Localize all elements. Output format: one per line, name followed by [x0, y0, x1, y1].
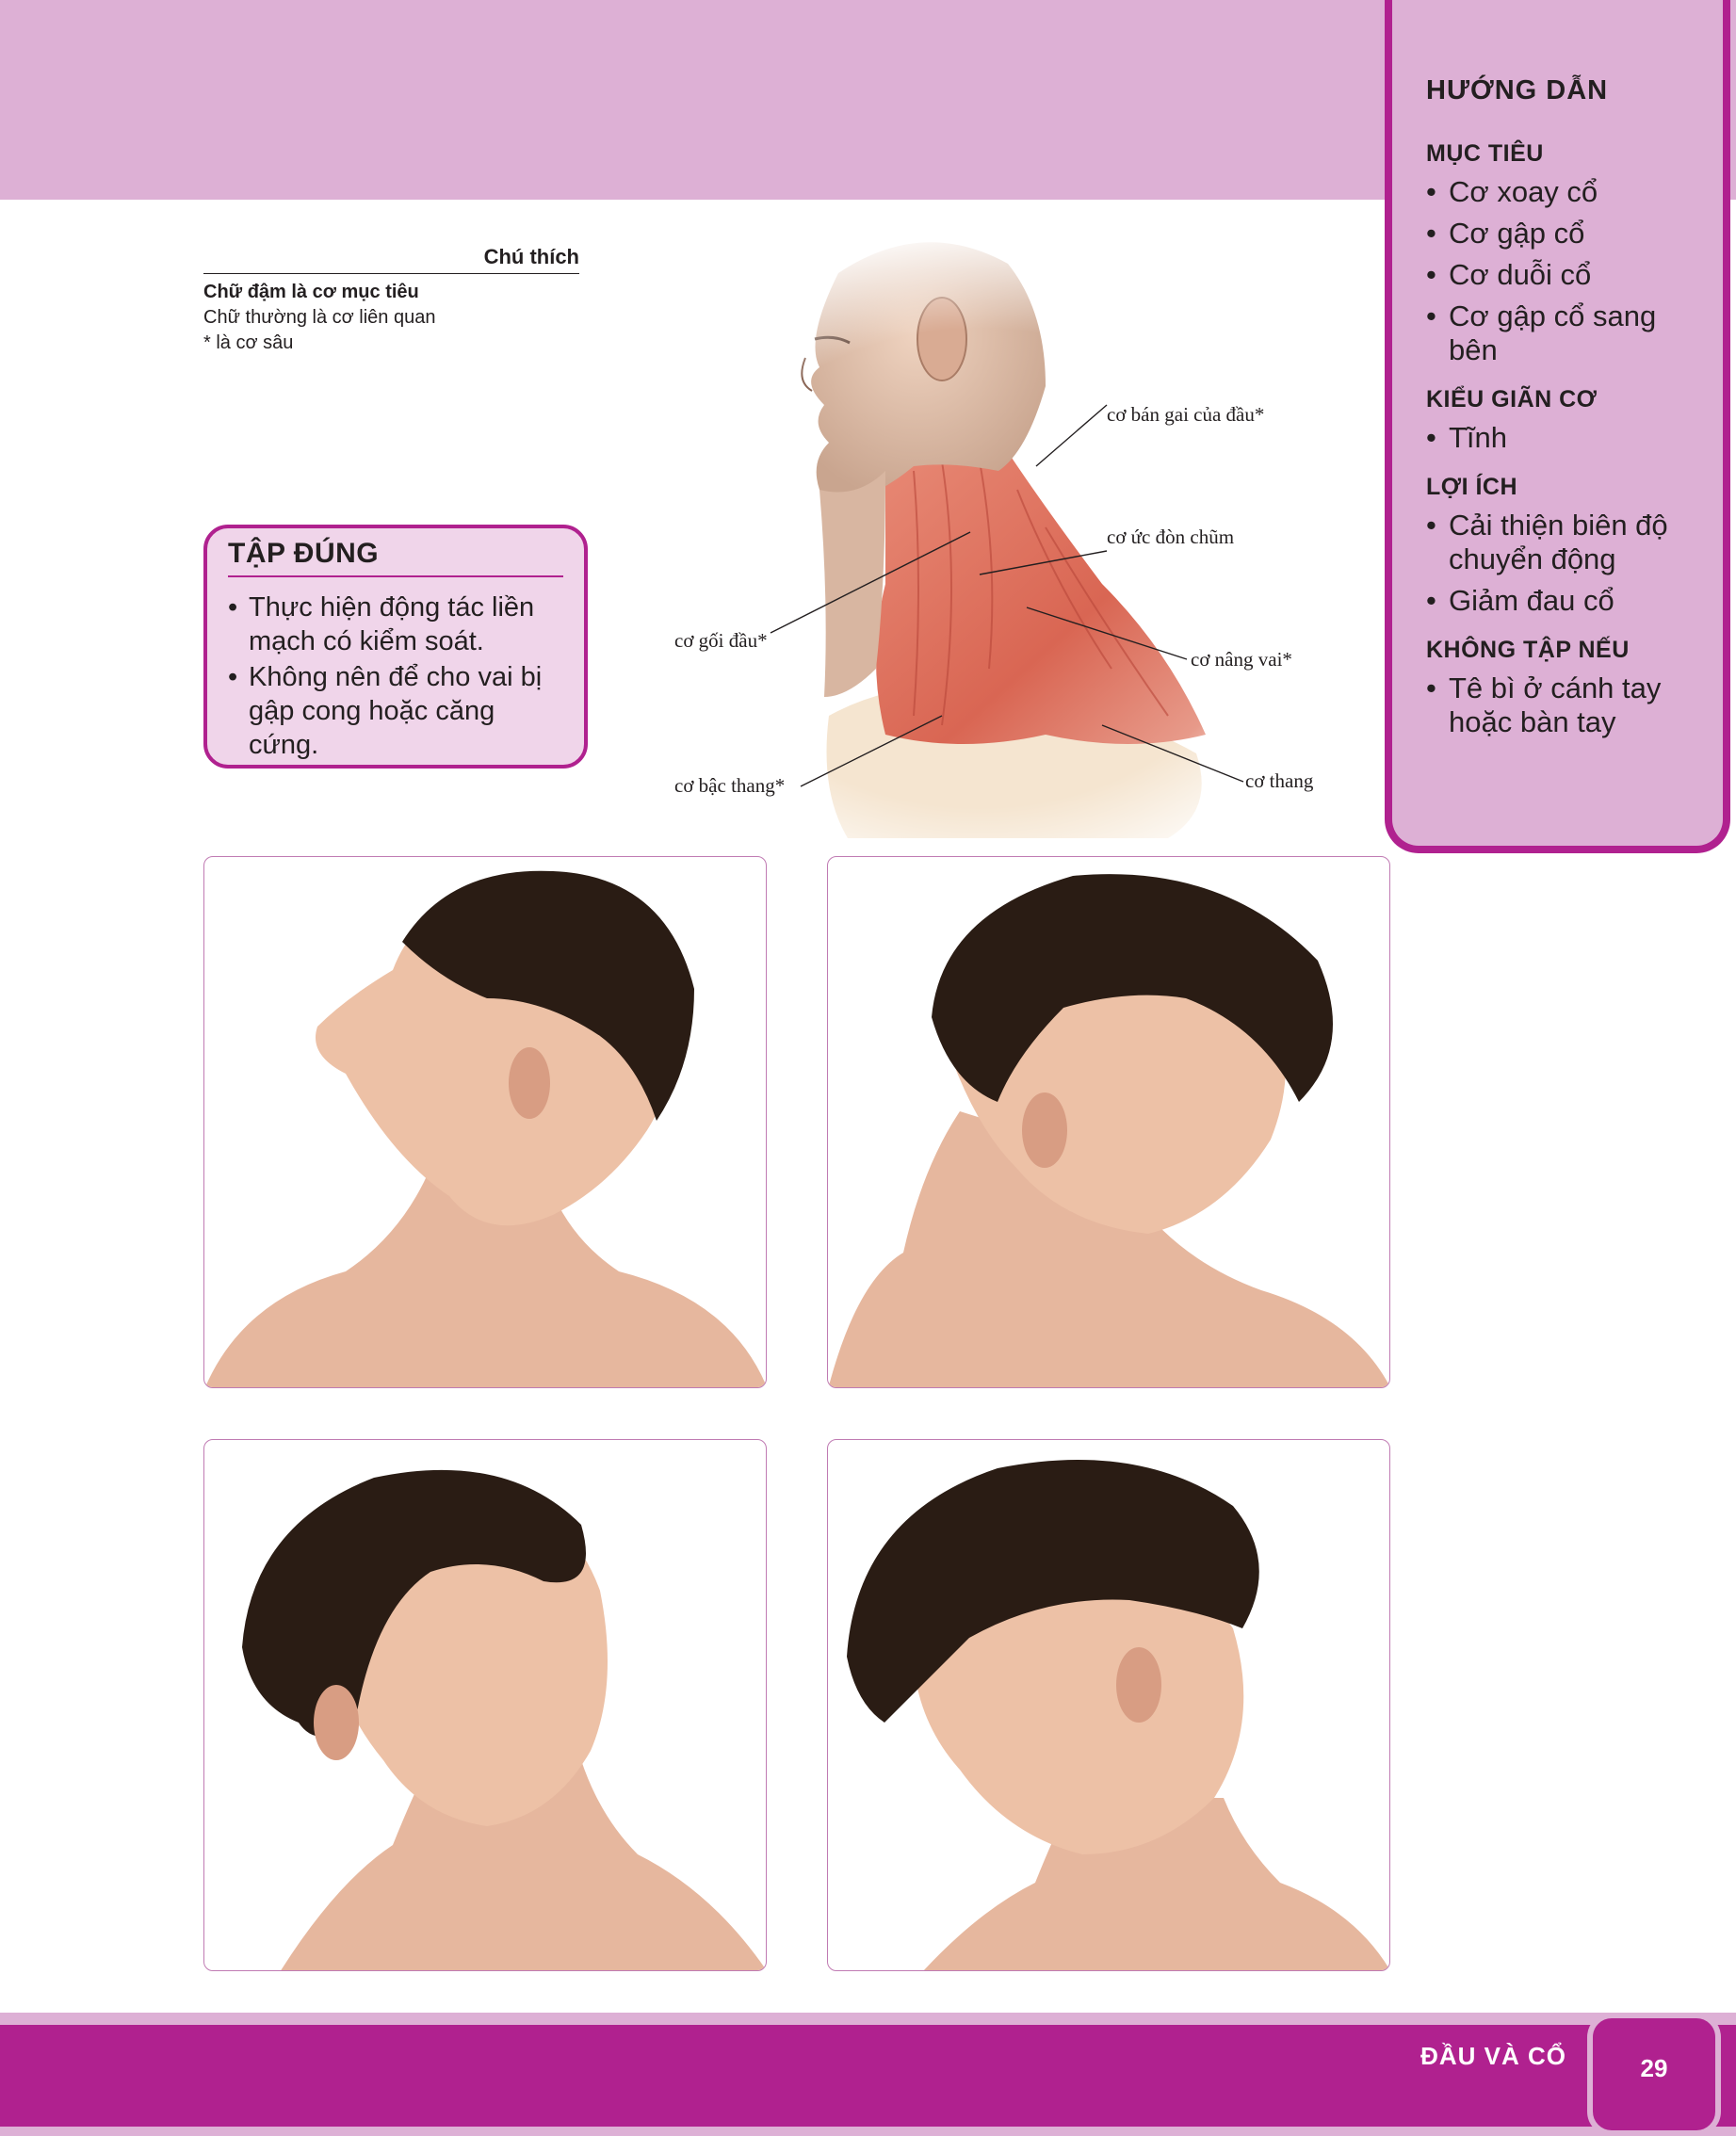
list-item: • Tê bì ở cánh tay hoặc bàn tay — [1426, 672, 1704, 739]
guide-heading-benefits: LỢI ÍCH — [1426, 474, 1518, 500]
guide-list-contraindications — [1426, 672, 1704, 739]
legend-title: Chú thích — [203, 245, 579, 274]
list-item: • Thực hiện động tác liền mạch có kiểm soát. — [228, 591, 563, 658]
legend-deep-line: * là cơ sâu — [203, 332, 294, 353]
guide-title: HƯỚNG DẪN — [1426, 75, 1609, 105]
list-item: • Cơ duỗi cổ — [1426, 258, 1704, 292]
section-title: ĐẦU VÀ CỔ — [1420, 2042, 1566, 2070]
list-item: • Cơ gập cổ — [1426, 217, 1704, 251]
neck-anatomy-illustration — [603, 226, 1356, 848]
guide-list-targets — [1426, 175, 1704, 367]
legend — [203, 245, 579, 356]
photo-head-tilt-back-front — [203, 1439, 767, 1971]
photo-head-down-front — [827, 1439, 1390, 1971]
anatomy-drawing — [603, 226, 1356, 848]
legend-bold-line: Chữ đậm là cơ mục tiêu — [203, 282, 419, 302]
page-tab — [1587, 2013, 1721, 2136]
label-sternocleidomastoid: cơ ức đòn chũm — [1107, 526, 1235, 548]
list-item: • Cơ xoay cổ — [1426, 175, 1704, 209]
tip-list — [228, 591, 563, 762]
photo-head-tilt-back-side — [203, 856, 767, 1388]
tip-box — [203, 525, 588, 769]
guide-panel — [1385, 0, 1730, 853]
footer-bar — [0, 2025, 1736, 2127]
tip-title: TẬP ĐÚNG — [228, 538, 563, 577]
guide-heading-contraindications: KHÔNG TẬP NẾU — [1426, 637, 1630, 663]
label-scalene: cơ bậc thang* — [674, 774, 786, 797]
page-number: 29 — [1640, 2054, 1668, 2082]
list-item: • Không nên để cho vai bị gập cong hoặc căng cứng. — [228, 660, 563, 762]
list-item: • Cải thiện biên độ chuyển động — [1426, 509, 1704, 576]
label-semispinalis: cơ bán gai của đầu* — [1107, 403, 1265, 426]
label-trapezius: cơ thang — [1245, 769, 1314, 792]
guide-heading-targets: MỤC TIÊU — [1426, 140, 1544, 167]
label-splenius: cơ gối đầu* — [674, 629, 768, 652]
list-item: • Tĩnh — [1426, 421, 1704, 455]
guide-list-stretch-type — [1426, 421, 1704, 455]
list-item: • Cơ gập cổ sang bên — [1426, 299, 1704, 367]
legend-normal-line: Chữ thường là cơ liên quan — [203, 307, 436, 328]
list-item: • Giảm đau cổ — [1426, 584, 1704, 618]
guide-list-benefits — [1426, 509, 1704, 618]
label-levator-scapulae: cơ nâng vai* — [1191, 648, 1292, 671]
photo-head-down-side — [827, 856, 1390, 1388]
guide-heading-stretch-type: KIỂU GIÃN CƠ — [1426, 386, 1598, 413]
